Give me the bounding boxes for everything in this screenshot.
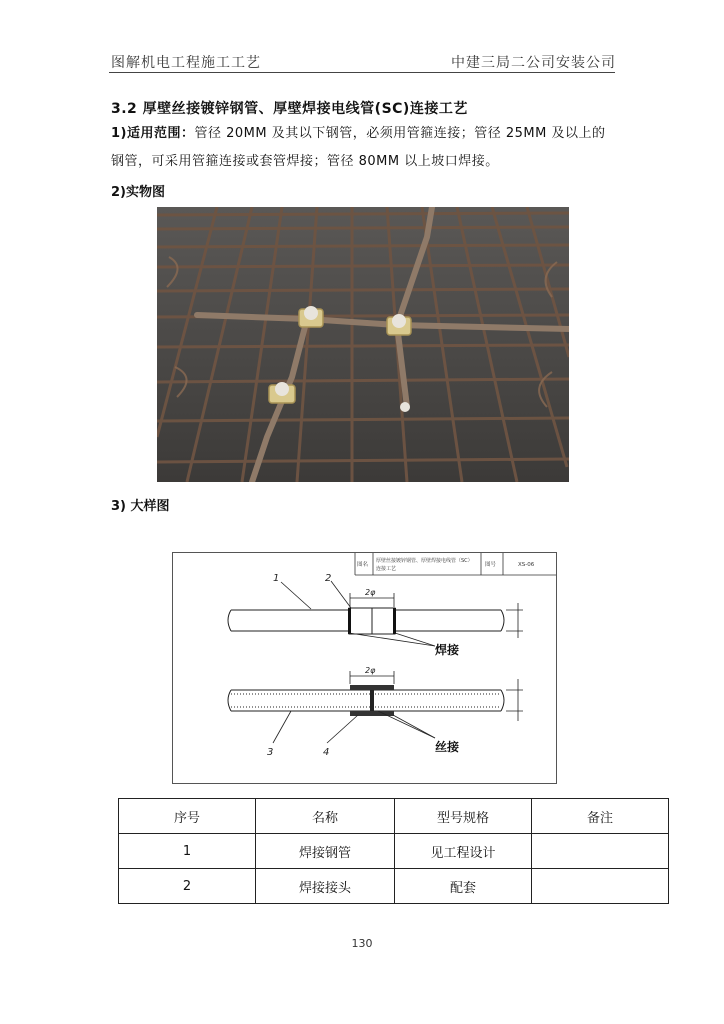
- welded-pipe: [228, 608, 504, 634]
- table-header-cell: 备注: [532, 799, 669, 834]
- table-cell: [532, 834, 669, 869]
- table-cell: 焊接钢管: [256, 834, 395, 869]
- section-title: 3.2 厚壁丝接镀锌钢管、厚壁焊接电线管(SC)连接工艺: [111, 101, 468, 117]
- scope-paragraph-line2: 钢管，可采用管箍连接或套管焊接；管径 80MM 以上坡口焊接。: [111, 154, 499, 169]
- label-3: 3: [267, 747, 274, 758]
- title-block-no-label: 图号: [485, 562, 497, 568]
- table-cell: 见工程设计: [395, 834, 532, 869]
- detail-drawing-svg: [173, 553, 556, 783]
- title-block-name-1: 厚壁丝接镀锌钢管、厚壁焊接电线管（SC）: [376, 558, 473, 564]
- table-row: [119, 834, 669, 869]
- dim-top-label: 2φ: [365, 588, 376, 597]
- header-left-title: 图解机电工程施工工艺: [111, 55, 261, 71]
- table-row: [119, 869, 669, 904]
- detail-heading: 3) 大样图: [111, 499, 170, 514]
- label-1: 1: [273, 573, 280, 584]
- label-2: 2: [325, 573, 332, 584]
- table-cell: [532, 869, 669, 904]
- title-block-name-2: 连接工艺: [376, 566, 397, 572]
- detail-drawing: [172, 552, 557, 784]
- threaded-pipe: [228, 690, 504, 711]
- title-block-no: XS-06: [518, 562, 535, 568]
- title-block-name-label: 图名: [357, 562, 369, 568]
- table-header-cell: 型号规格: [395, 799, 532, 834]
- scope-label: 1)适用范围：: [111, 126, 195, 141]
- header-right-title: 中建三局二公司安装公司: [451, 55, 616, 71]
- table-cell: 1: [119, 834, 256, 869]
- table-header-row: [119, 799, 669, 834]
- page-number: 130: [351, 937, 373, 950]
- header-rule: [109, 72, 615, 73]
- scope-text-1: 管径 20MM 及其以下钢管，必须用管箍连接；管径 25MM 及以上的: [194, 126, 606, 141]
- thread-label: 丝接: [435, 740, 460, 754]
- table-cell: 配套: [395, 869, 532, 904]
- label-4: 4: [323, 747, 330, 758]
- dim-bottom-label: 2φ: [365, 666, 376, 675]
- site-photo: [157, 207, 569, 482]
- scope-paragraph-line1: [111, 122, 605, 141]
- weld-label: 焊接: [435, 643, 460, 657]
- table-header-cell: 序号: [119, 799, 256, 834]
- coupling: [350, 685, 394, 716]
- table-cell: 焊接接头: [256, 869, 395, 904]
- photo-heading: 2)实物图: [111, 185, 165, 200]
- table-header-cell: 名称: [256, 799, 395, 834]
- materials-table: [118, 798, 669, 904]
- table-cell: 2: [119, 869, 256, 904]
